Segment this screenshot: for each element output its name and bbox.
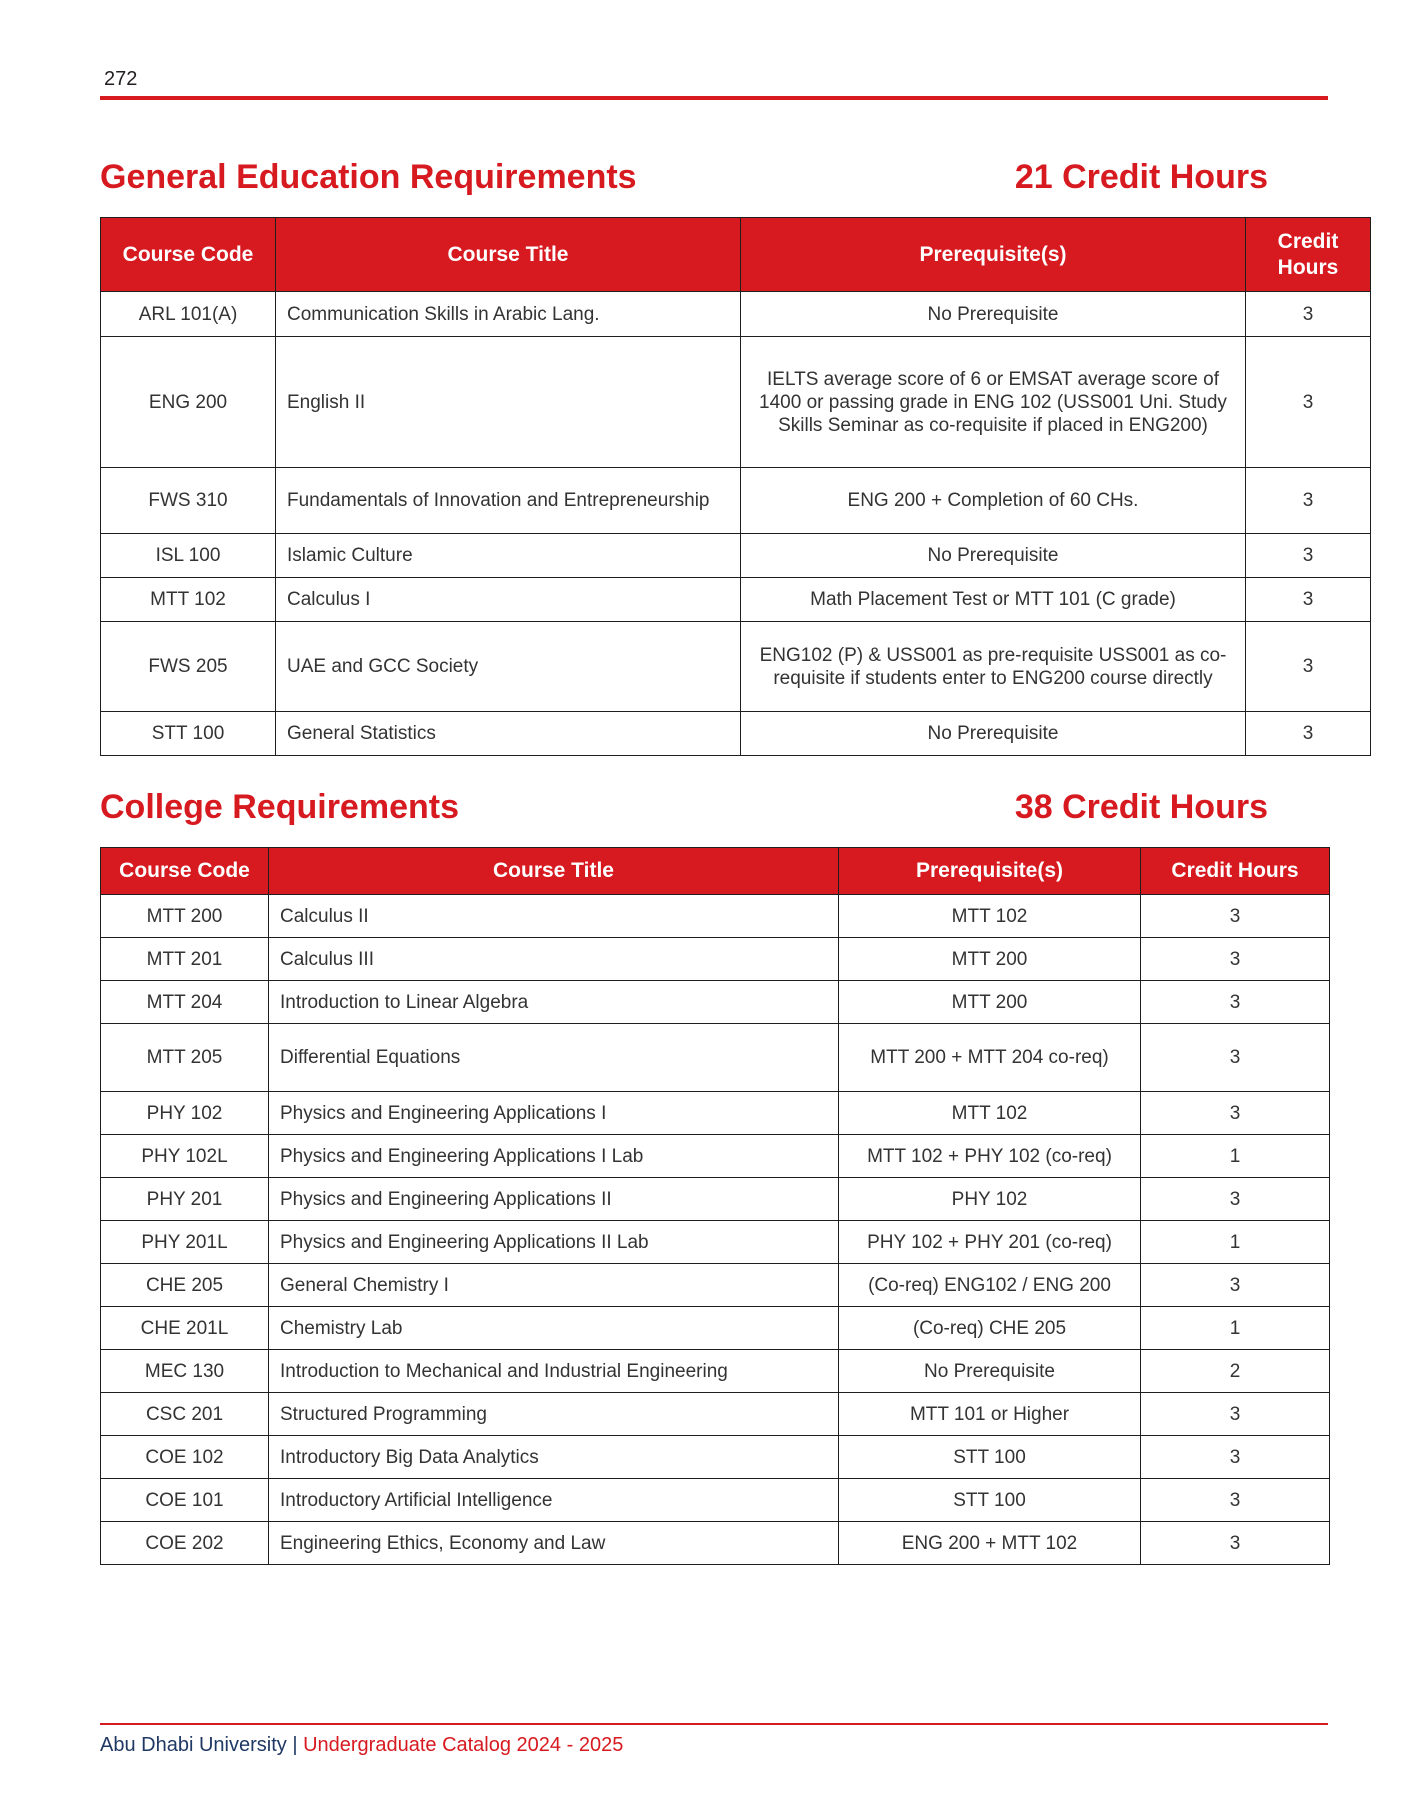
college-requirements-heading [100,788,1268,827]
section-credit-hours: 21 Credit Hours [1014,158,1268,196]
column-header-hours: Credit Hours [1141,848,1330,895]
course-hours: 3 [1246,468,1371,534]
course-title: Introductory Artificial Intelligence [269,1479,839,1522]
course-prereq: MTT 200 [839,938,1141,981]
course-hours: 3 [1141,895,1330,938]
course-hours: 3 [1141,1436,1330,1479]
course-title: Chemistry Lab [269,1307,839,1350]
column-header-hours: Credit Hours [1246,218,1371,292]
course-prereq: (Co-req) CHE 205 [839,1307,1141,1350]
header-divider [100,96,1328,100]
course-hours: 3 [1246,712,1371,756]
course-title: Physics and Engineering Applications II Lab [269,1221,839,1264]
course-code: MTT 205 [101,1024,269,1092]
footer-divider [100,1723,1328,1725]
course-title: Introduction to Mechanical and Industrial Engineering [269,1350,839,1393]
course-prereq: MTT 102 + PHY 102 (co-req) [839,1135,1141,1178]
column-header-prereq: Prerequisite(s) [741,218,1246,292]
course-title: Structured Programming [269,1393,839,1436]
course-title: Introductory Big Data Analytics [269,1436,839,1479]
footer-separator: | [292,1734,298,1756]
course-hours: 3 [1246,578,1371,622]
course-hours: 3 [1141,1178,1330,1221]
course-prereq: STT 100 [839,1479,1141,1522]
course-code: MTT 201 [101,938,269,981]
course-prereq: STT 100 [839,1436,1141,1479]
course-hours: 3 [1246,622,1371,712]
course-hours: 3 [1141,1393,1330,1436]
table-row [101,981,1330,1024]
table-row [101,1479,1330,1522]
course-title: Calculus II [269,895,839,938]
course-title: Differential Equations [269,1024,839,1092]
course-hours: 3 [1141,1522,1330,1565]
footer-catalog: Undergraduate Catalog 2024 - 2025 [303,1734,624,1756]
course-code: ENG 200 [101,337,276,468]
course-code: CHE 201L [101,1307,269,1350]
table-row [101,1264,1330,1307]
general-education-table [100,217,1371,756]
course-hours: 2 [1141,1350,1330,1393]
course-title: Calculus III [269,938,839,981]
column-header-prereq: Prerequisite(s) [839,848,1141,895]
course-hours: 3 [1246,292,1371,337]
table-row [101,1024,1330,1092]
course-prereq: No Prerequisite [741,292,1246,337]
course-hours: 1 [1141,1135,1330,1178]
course-prereq: No Prerequisite [741,534,1246,578]
section-credit-hours: 38 Credit Hours [1014,788,1268,826]
course-title: Fundamentals of Innovation and Entrepreneurship [276,468,741,534]
table-row [101,622,1371,712]
course-hours: 1 [1141,1221,1330,1264]
course-code: FWS 205 [101,622,276,712]
table-row [101,1135,1330,1178]
table-row [101,938,1330,981]
college-requirements-table [100,847,1330,1565]
general-education-heading [100,158,1268,197]
course-code: CSC 201 [101,1393,269,1436]
course-code: PHY 201 [101,1178,269,1221]
course-code: CHE 205 [101,1264,269,1307]
table-row [101,1350,1330,1393]
table-header-row [101,848,1330,895]
course-prereq: (Co-req) ENG102 / ENG 200 [839,1264,1141,1307]
course-hours: 3 [1246,534,1371,578]
course-title: Communication Skills in Arabic Lang. [276,292,741,337]
course-code: ARL 101(A) [101,292,276,337]
course-prereq: MTT 102 [839,1092,1141,1135]
course-hours: 3 [1141,938,1330,981]
course-title: English II [276,337,741,468]
course-hours: 3 [1141,1024,1330,1092]
course-code: MTT 102 [101,578,276,622]
page-number: 272 [104,68,138,90]
course-title: Physics and Engineering Applications I [269,1092,839,1135]
course-code: PHY 102 [101,1092,269,1135]
course-hours: 1 [1141,1307,1330,1350]
course-prereq: ENG102 (P) & USS001 as pre-requisite USS001 as co-requisite if students enter to ENG200 course directly [741,622,1246,712]
course-hours: 3 [1141,1479,1330,1522]
column-header-code: Course Code [101,848,269,895]
course-hours: 3 [1141,1092,1330,1135]
course-code: FWS 310 [101,468,276,534]
section-title: General Education Requirements [100,158,637,196]
course-title: General Chemistry I [269,1264,839,1307]
table-row [101,1393,1330,1436]
course-code: COE 101 [101,1479,269,1522]
course-title: UAE and GCC Society [276,622,741,712]
table-row [101,1522,1330,1565]
course-code: STT 100 [101,712,276,756]
table-row [101,534,1371,578]
table-row [101,712,1371,756]
course-code: MEC 130 [101,1350,269,1393]
table-header-row [101,218,1371,292]
course-prereq: MTT 102 [839,895,1141,938]
course-code: ISL 100 [101,534,276,578]
column-header-title: Course Title [276,218,741,292]
column-header-title: Course Title [269,848,839,895]
course-code: PHY 201L [101,1221,269,1264]
course-title: Engineering Ethics, Economy and Law [269,1522,839,1565]
table-row [101,1092,1330,1135]
course-prereq: No Prerequisite [839,1350,1141,1393]
course-prereq: Math Placement Test or MTT 101 (C grade) [741,578,1246,622]
course-prereq: ENG 200 + Completion of 60 CHs. [741,468,1246,534]
course-title: Physics and Engineering Applications II [269,1178,839,1221]
course-code: MTT 204 [101,981,269,1024]
table-row [101,895,1330,938]
course-prereq: ENG 200 + MTT 102 [839,1522,1141,1565]
course-hours: 3 [1246,337,1371,468]
table-row [101,1221,1330,1264]
table-row [101,1436,1330,1479]
course-code: COE 102 [101,1436,269,1479]
table-row [101,1307,1330,1350]
table-row [101,337,1371,468]
course-title: Islamic Culture [276,534,741,578]
table-row [101,292,1371,337]
course-hours: 3 [1141,1264,1330,1307]
table-row [101,578,1371,622]
course-title: Introduction to Linear Algebra [269,981,839,1024]
course-code: MTT 200 [101,895,269,938]
table-row [101,468,1371,534]
course-hours: 3 [1141,981,1330,1024]
course-prereq: IELTS average score of 6 or EMSAT average score of 1400 or passing grade in ENG 102 (USS001 Uni. Study Skills Seminar as co-requisite if placed in ENG200) [741,337,1246,468]
course-code: COE 202 [101,1522,269,1565]
course-prereq: MTT 200 [839,981,1141,1024]
course-title: Calculus I [276,578,741,622]
course-prereq: PHY 102 + PHY 201 (co-req) [839,1221,1141,1264]
footer [100,1734,623,1757]
course-prereq: No Prerequisite [741,712,1246,756]
footer-university: Abu Dhabi University [100,1734,287,1756]
course-prereq: MTT 101 or Higher [839,1393,1141,1436]
course-prereq: MTT 200 + MTT 204 co-req) [839,1024,1141,1092]
course-title: Physics and Engineering Applications I Lab [269,1135,839,1178]
column-header-code: Course Code [101,218,276,292]
course-code: PHY 102L [101,1135,269,1178]
section-title: College Requirements [100,788,459,826]
table-row [101,1178,1330,1221]
course-title: General Statistics [276,712,741,756]
course-prereq: PHY 102 [839,1178,1141,1221]
